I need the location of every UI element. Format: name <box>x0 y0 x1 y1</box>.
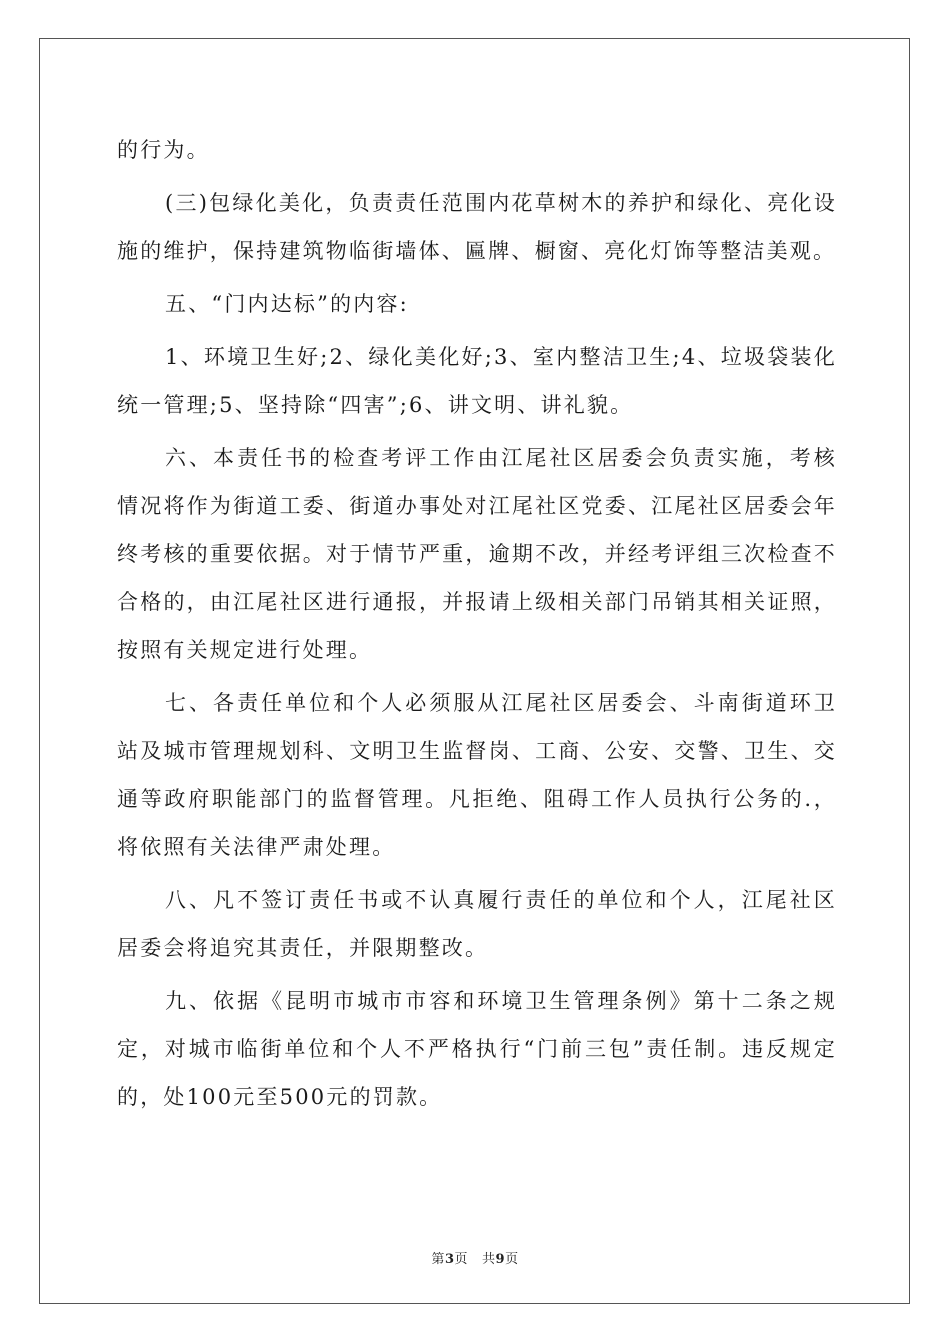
page-suffix: 页 <box>454 1252 468 1267</box>
page-prefix: 第 <box>431 1252 445 1267</box>
paragraph-section-seven: 七、各责任单位和个人必须服从江尾社区居委会、斗南街道环卫站及城市管理规划科、文明卫生监督岗、工商、公安、交警、卫生、交通等政府职能部门的监督管理。凡拒绝、阻碍工作人员执行公务的.，将依照有关法律严肃处理。 <box>117 691 837 859</box>
total-suffix: 页 <box>505 1252 519 1267</box>
paragraph-greening: (三)包绿化美化，负责责任范围内花草树木的养护和绿化、亮化设施的维护，保持建筑物临街墙体、匾牌、橱窗、亮化灯饰等整洁美观。 <box>117 191 837 263</box>
paragraph-indoor-items: 1、环境卫生好;2、绿化美化好;3、室内整洁卫生;4、垃圾袋装化统一管理;5、坚持除“四害”;6、讲文明、讲礼貌。 <box>117 345 837 417</box>
page-current-number: 3 <box>444 1252 455 1267</box>
paragraph-section-eight: 八、凡不签订责任书或不认真履行责任的单位和个人，江尾社区居委会将追究其责任，并限期整改。 <box>117 888 837 960</box>
paragraph-continuation: 的行为。 <box>117 138 210 162</box>
page-footer <box>0 1248 950 1267</box>
total-prefix: 共 <box>482 1252 496 1267</box>
paragraph-section-six: 六、本责任书的检查考评工作由江尾社区居委会负责实施，考核情况将作为街道工委、街道办事处对江尾社区党委、江尾社区居委会年终考核的重要依据。对于情节严重，逾期不改，并经考评组三次检查不合格的，由江尾社区进行通报，并报请上级相关部门吊销其相关证照，按照有关规定进行处理。 <box>117 446 837 662</box>
page-total-number: 9 <box>495 1252 506 1267</box>
paragraph-section-nine: 九、依据《昆明市城市市容和环境卫生管理条例》第十二条之规定，对城市临街单位和个人不严格执行“门前三包”责任制。违反规定的，处100元至500元的罚款。 <box>117 989 837 1109</box>
section-heading-indoor-standard: 五、“门内达标”的内容: <box>165 292 409 316</box>
document-body <box>117 126 837 1121</box>
